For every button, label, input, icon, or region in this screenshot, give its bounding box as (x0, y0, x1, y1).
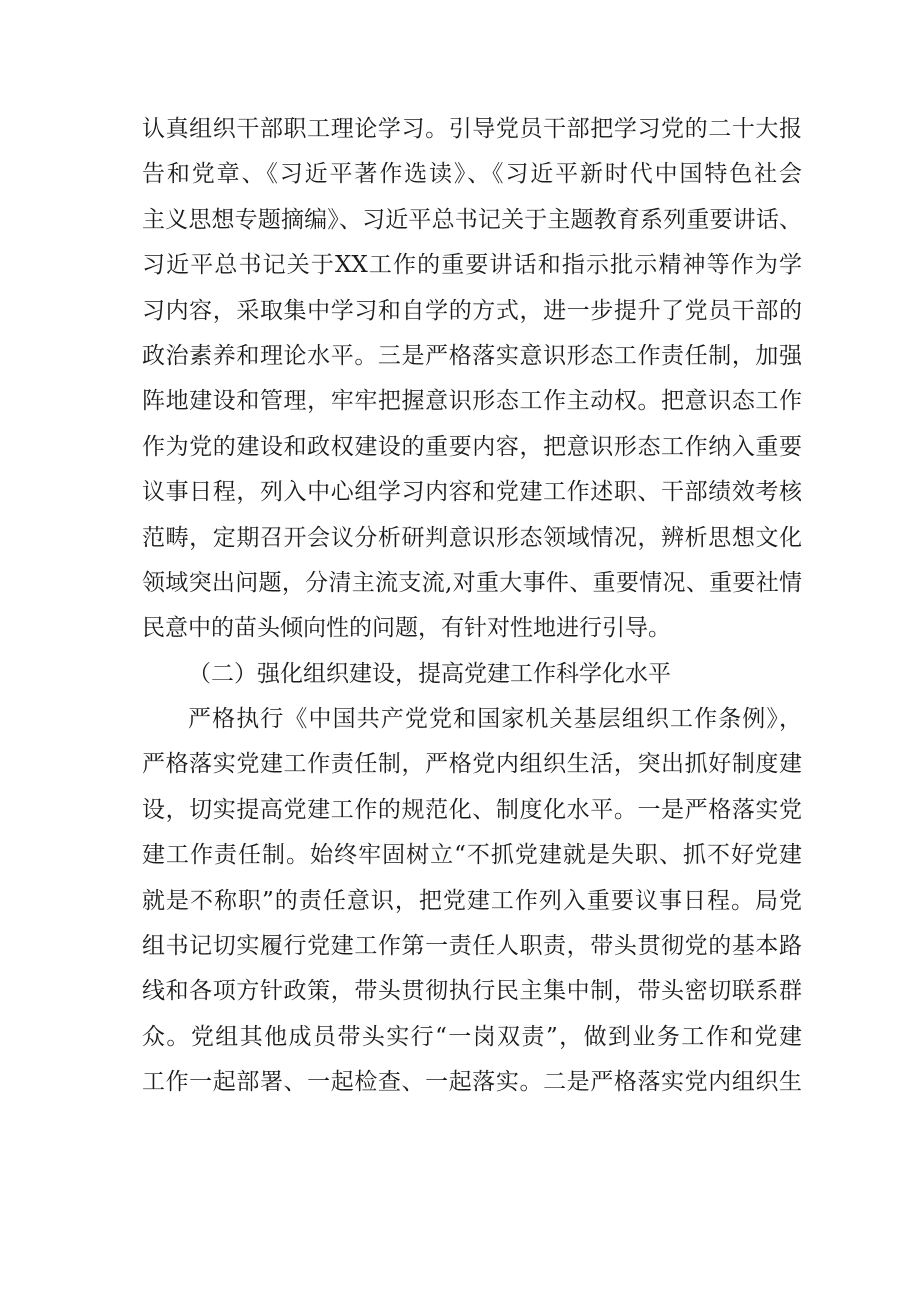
paragraph-end-line: 民意中的苗头倾向性的问题，有针对性地进行引导。 (142, 615, 671, 642)
text-line: 政治素养和理论水平。三是严格落实意识形态工作责任制，加强 (142, 342, 802, 369)
text-line: 阵地建设和管理，牢牢把握意识形态工作主动权。把意识态工作 (142, 388, 802, 415)
text-line: 认真组织干部职工理论学习。引导党员干部把学习党的二十大报 (142, 116, 802, 142)
text-line: 领域突出问题，分清主流支流,对重大事件、重要情况、重要社情 (142, 569, 802, 596)
text-line: 范畴，定期召开会议分析研判意识形态领域情况，辨析思想文化 (142, 524, 802, 551)
text-line: 主义思想专题摘编》、习近平总书记关于主题教育系列重要讲话、 (142, 206, 802, 233)
text-line: 就是不称职”的责任意识，把党建工作列入重要议事日程。局党 (142, 887, 802, 914)
text-line: 建工作责任制。始终牢固树立“不抓党建就是失职、抓不好党建 (142, 842, 802, 869)
text-line: 设，切实提高党建工作的规范化、制度化水平。一是严格落实党 (142, 796, 802, 823)
text-line: 告和党章、《习近平著作选读》、《习近平新时代中国特色社会 (142, 161, 802, 188)
text-line: 习近平总书记关于XX工作的重要讲话和指示批示精神等作为学 (142, 252, 802, 279)
text-line: 众。党组其他成员带头实行“一岗双责”，做到业务工作和党建 (142, 1023, 802, 1050)
text-line: 工作一起部署、一起检查、一起落实。二是严格落实党内组织生 (142, 1069, 802, 1096)
text-line: 作为党的建设和政权建设的重要内容，把意识形态工作纳入重要 (142, 433, 802, 460)
text-line: 议事日程，列入中心组学习内容和党建工作述职、干部绩效考核 (142, 479, 802, 506)
text-line: 线和各项方针政策，带头贯彻执行民主集中制，带头密切联系群 (142, 978, 802, 1005)
text-line: 习内容，采取集中学习和自学的方式，进一步提升了党员干部的 (142, 297, 802, 324)
document-body (142, 107, 802, 1106)
text-line: 严格落实党建工作责任制，严格党内组织生活，突出抓好制度建 (142, 751, 802, 778)
text-line: 组书记切实履行党建工作第一责任人职责，带头贯彻党的基本路 (142, 933, 802, 960)
section-heading: （二）强化组织建设，提高党建工作科学化水平 (188, 660, 671, 687)
paragraph-first-line: 严格执行《中国共产党党和国家机关基层组织工作条例》， (188, 706, 802, 733)
